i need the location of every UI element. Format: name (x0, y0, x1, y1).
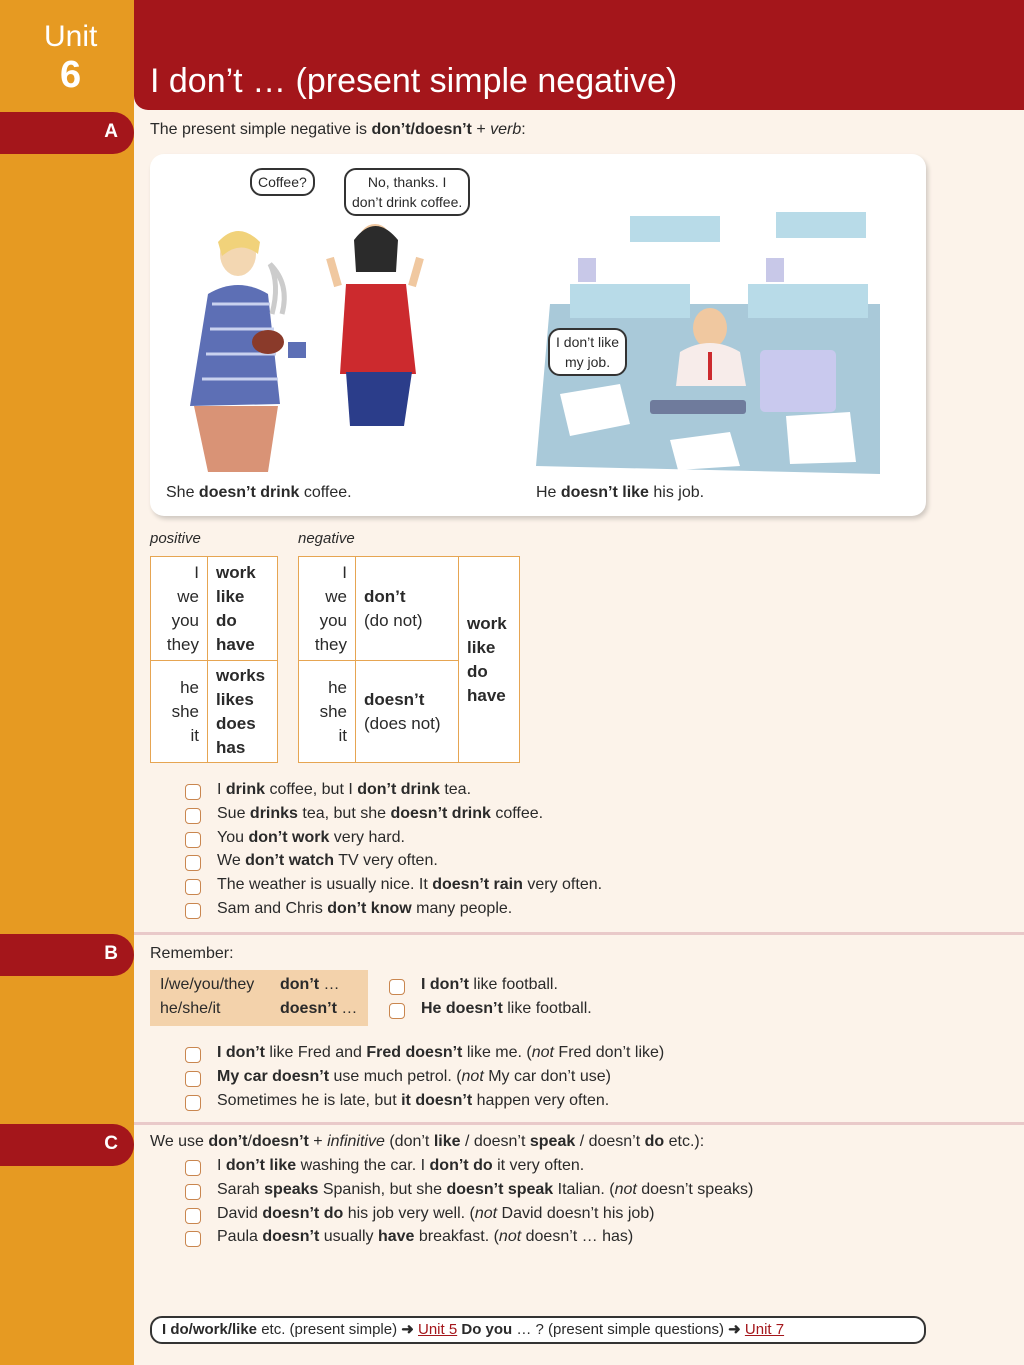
auxiliary-cell: doesn’t (does not) (356, 661, 459, 763)
remember-pronoun: he/she/it (160, 1000, 221, 1017)
example-sentence: We don’t watch TV very often. (217, 852, 438, 870)
remember-aux: don’t … (280, 976, 340, 993)
illustration-panel (150, 154, 926, 516)
checkbox-bullet-icon (185, 808, 201, 824)
checkbox-bullet-icon (185, 855, 201, 871)
section-tab-a (0, 112, 134, 154)
negative-table (298, 556, 520, 763)
checkbox-bullet-icon (185, 1231, 201, 1247)
section-a-intro: The present simple negative is don’t/doesn’t + verb: (150, 121, 526, 138)
remember-pronoun: I/we/you/they (160, 976, 255, 993)
remember-aux: doesn’t … (280, 1000, 358, 1017)
positive-table (150, 556, 278, 763)
section-letter: C (104, 1133, 118, 1154)
unit-label: Unit (44, 20, 98, 53)
verb-cell: work like do have (208, 557, 278, 661)
caption-job: He doesn’t like his job. (536, 484, 705, 501)
negative-label: negative (298, 530, 355, 547)
example-sentence: The weather is usually nice. It doesn’t rain very often. (217, 876, 603, 894)
example-sentence: He doesn’t like football. (421, 1000, 592, 1017)
section-tab-c (0, 1124, 134, 1166)
verb-cell: work like do have (459, 557, 520, 763)
example-sentence: Sam and Chris don’t know many people. (217, 900, 513, 917)
checkbox-bullet-icon (389, 1003, 405, 1019)
woman-with-coffee-illustration (190, 231, 306, 472)
unit-number: 6 (60, 54, 82, 96)
speech-bubble-coffee: Coffee? (250, 168, 315, 196)
checkbox-bullet-icon (185, 1208, 201, 1224)
example-sentence: Sarah speaks Spanish, but she doesn’t speak Italian. (not doesn’t speaks) (217, 1180, 754, 1198)
pronoun-cell: he she it (299, 661, 356, 763)
section-c-intro: We use don’t/doesn’t + infinitive (don’t like / doesn’t speak / doesn’t do etc.): (150, 1133, 705, 1150)
verb-cell: works likes does has (208, 661, 278, 763)
auxiliary-cell: don’t (do not) (356, 557, 459, 661)
example-sentence: I don’t like washing the car. I don’t do it very often. (217, 1157, 585, 1174)
caption-coffee: She doesn’t drink coffee. (166, 484, 352, 501)
example-sentence: My car doesn’t use much petrol. (not My car don’t use) (217, 1067, 611, 1085)
example-sentence: David doesn’t do his job very well. (not David doesn’t his job) (217, 1204, 655, 1222)
remember-label: Remember: (150, 945, 234, 962)
remember-box (150, 970, 368, 1026)
example-sentence: I drink coffee, but I don’t drink tea. (217, 781, 472, 798)
pronoun-cell: I we you they (299, 557, 356, 661)
checkbox-bullet-icon (185, 1047, 201, 1063)
section-divider (134, 932, 1024, 935)
section-tab-b (0, 934, 134, 976)
section-letter: B (104, 943, 118, 964)
positive-label: positive (150, 530, 201, 547)
checkbox-bullet-icon (389, 979, 405, 995)
checkbox-bullet-icon (185, 832, 201, 848)
checkbox-bullet-icon (185, 784, 201, 800)
example-sentence: Paula doesn’t usually have breakfast. (not doesn’t … has) (217, 1228, 634, 1246)
pronoun-cell: he she it (151, 661, 208, 763)
speech-bubble-job: I don’t like my job. (548, 328, 627, 376)
checkbox-bullet-icon (185, 1160, 201, 1176)
pronoun-cell: I we you they (151, 557, 208, 661)
section-divider (134, 1122, 1024, 1125)
section-letter: A (104, 121, 118, 142)
example-sentence: Sue drinks tea, but she doesn’t drink coffee. (217, 804, 544, 822)
checkbox-bullet-icon (185, 879, 201, 895)
checkbox-bullet-icon (185, 1071, 201, 1087)
example-sentence: Sometimes he is late, but it doesn’t happen very often. (217, 1091, 610, 1109)
woman-red-top-illustration (330, 224, 420, 426)
cross-reference-footer: I do/work/like etc. (present simple) ➜ Unit 5 Do you … ? (present simple questions) ➜ Unit 7 (150, 1316, 926, 1344)
page-title: I don’t … (present simple negative) (150, 62, 678, 100)
illustration-svg (150, 154, 926, 516)
checkbox-bullet-icon (185, 1095, 201, 1111)
example-sentence: I don’t like Fred and Fred doesn’t like me. (not Fred don’t like) (217, 1044, 665, 1061)
example-sentence: I don’t like football. (421, 976, 558, 993)
checkbox-bullet-icon (185, 903, 201, 919)
example-sentence: You don’t work very hard. (217, 828, 405, 846)
speech-bubble-no-thanks: No, thanks. I don’t drink coffee. (344, 168, 470, 216)
checkbox-bullet-icon (185, 1184, 201, 1200)
